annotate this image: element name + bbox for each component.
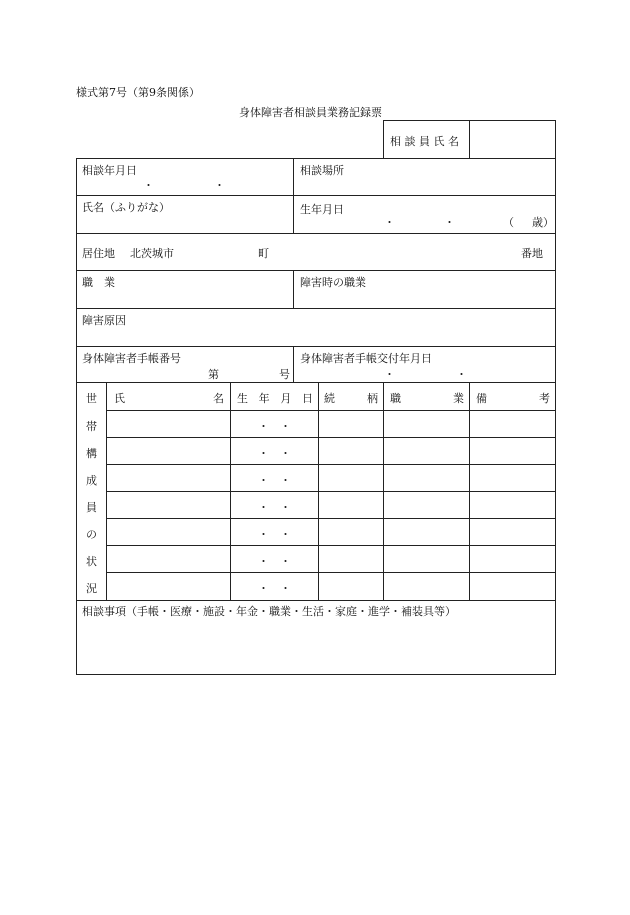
header-job: 職 業 [390, 392, 464, 405]
birth-date-dot-1: ・ [384, 216, 395, 229]
birth-date-label: 生年月日 [300, 203, 344, 216]
handbook-issue-date-label: 身体障害者手帳交付年月日 [300, 352, 432, 365]
name-label: 氏名（ふりがな） [82, 201, 170, 214]
age-unit: 歳） [532, 216, 554, 229]
occupation-label: 職 業 [82, 276, 115, 289]
consult-date-label: 相談年月日 [82, 164, 137, 177]
handbook-issue-dot-2: ・ [456, 368, 467, 381]
household-side-char-3: 構 [86, 447, 97, 460]
household-row-3-birth: ・ ・ [258, 474, 291, 487]
household-side-char-1: 世 [86, 392, 97, 405]
household-row-6-birth: ・ ・ [258, 555, 291, 568]
header-name: 氏 名 [114, 392, 224, 405]
birth-date-dot-2: ・ [444, 216, 455, 229]
household-side-char-5: 員 [86, 501, 97, 514]
consult-date-dot-2: ・ [214, 179, 225, 192]
handbook-issue-dot-1: ・ [384, 368, 395, 381]
household-side-char-7: 状 [86, 555, 97, 568]
consult-items-field[interactable] [82, 620, 550, 670]
residence-town: 町 [258, 247, 269, 260]
header-birth: 生 年 月 日 [237, 392, 313, 405]
household-side-char-8: 況 [86, 582, 97, 595]
age-open-paren: （ [503, 216, 514, 229]
household-side-char-2: 帯 [86, 420, 97, 433]
household-row-2-birth: ・ ・ [258, 447, 291, 460]
household-side-char-4: 成 [86, 474, 97, 487]
household-row-1-birth: ・ ・ [258, 420, 291, 433]
counselor-name-field[interactable] [476, 133, 550, 151]
handbook-number-suffix: 号 [279, 368, 290, 381]
consult-place-label: 相談場所 [300, 164, 344, 177]
disability-cause-label: 障害原因 [82, 314, 126, 327]
residence-lot: 番地 [521, 247, 543, 260]
occupation-at-disability-label: 障害時の職業 [300, 276, 366, 289]
consult-date-dot-1: ・ [143, 179, 154, 192]
residence-city: 北茨城市 [130, 247, 174, 260]
household-row-5-birth: ・ ・ [258, 528, 291, 541]
consult-items-label: 相談事項（手帳・医療・施設・年金・職業・生活・家庭・進学・補装具等） [82, 605, 456, 618]
household-row-7-birth: ・ ・ [258, 582, 291, 595]
household-side-char-6: の [86, 528, 97, 541]
header-note: 備 考 [476, 392, 550, 405]
residence-label: 居住地 [82, 247, 115, 260]
household-row-4-birth: ・ ・ [258, 501, 291, 514]
handbook-number-prefix: 第 [208, 368, 219, 381]
form-number: 様式第7号（第9条関係） [76, 86, 200, 99]
header-relation: 続 柄 [324, 392, 378, 405]
form-title: 身体障害者相談員業務記録票 [239, 106, 382, 119]
counselor-name-label: 相 談 員 氏 名 [390, 135, 459, 148]
handbook-number-label: 身体障害者手帳番号 [82, 352, 181, 365]
